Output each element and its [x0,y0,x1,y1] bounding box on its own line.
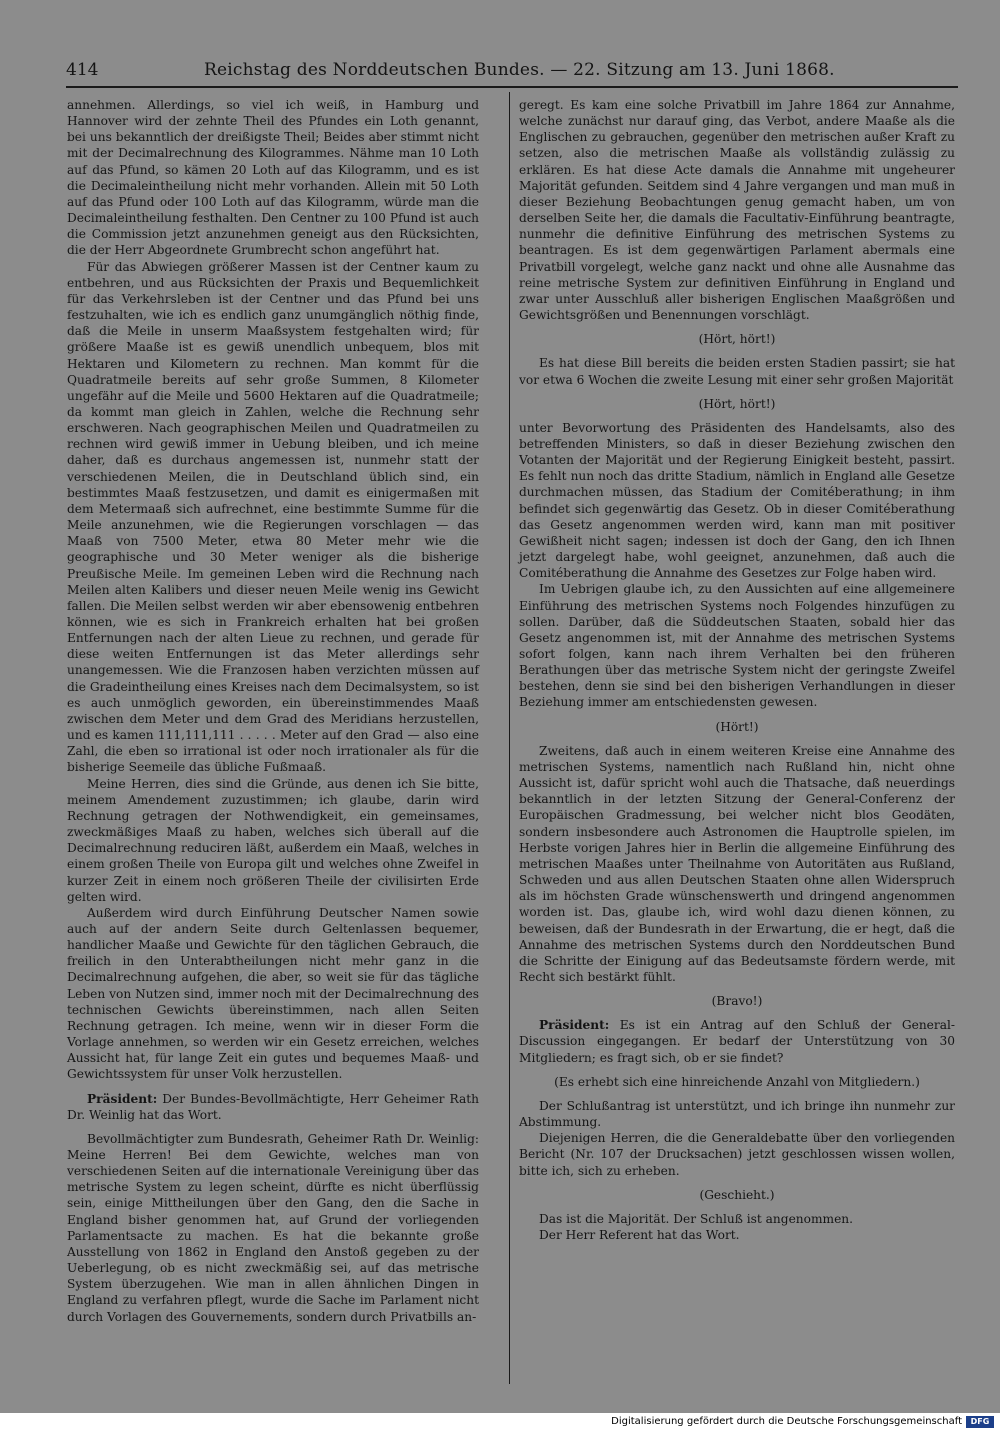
paragraph: geregt. Es kam eine solche Privatbill im Jahre 1864 zur Annahme, welche zunächst nur darauf ging, das Verbot, andere Maaße als die Englischen zu gebrauchen, gegenüber den metrischen außer Kraft zu setzen, also die metrischen Maaße als vollständig zulässig zu erklären. Es hat diese Acte damals die Annahme mit ungeheurer Majorität gefunden. Seitdem sind 4 Jahre vergangen und man muß in dieser Beziehung Beobachtungen genug gemacht haben, um von derselben Seite her, die damals die Facultativ-Einführung beantragte, nunmehr die definitive Einführung des metrischen Systems zu beantragen. Es ist dem gegenwärtigen Parlament abermals eine Privatbill vorgelegt, welche ganz nackt und ohne alle Ausnahme das reine metrische System zur definitiven Einführung in England und zwar unter Ausschluß aller bisherigen Englischen Maaßgrößen und Gewichtsgrößen und Benennungen vorschlägt. [519,98,955,323]
paragraph: unter Bevorwortung des Präsidenten des Handelsamts, also des betreffenden Ministers, so daß in dieser Beziehung zwischen den Votanten der Majorität und der Regierung Einigkeit besteht, passirt. Es fehlt nun noch das dritte Stadium, nämlich in England alle Gesetze durchmachen müssen, das Stadium der Comitéberathung; in ihm befindet sich gegenwärtig das Gesetz. Ob in dieser Comitéberathung das Gesetz angenommen werden wird, kann man mit positiver Gewißheit nicht sagen; indessen ist doch der Gang, den ich Ihnen jetzt dargelegt habe, wohl geeignet, anzunehmen, daß auch die Comitéberathung die Annahme des Gesetzes zur Folge haben wird. [519,420,955,581]
header-rule [66,86,958,88]
speaker-text: Es ist ein Antrag auf den Schluß der General-Discussion eingegangen. Er bedarf der Unterstützung von 30 Mitgliedern; es fragt sich, ob er sie findet? [519,1018,955,1065]
speaker-name: Präsident: [87,1091,158,1106]
interjection: (Es erhebt sich eine hinreichende Anzahl von Mitgliedern.) [554,1074,920,1089]
interjection: (Hört!) [715,719,759,734]
speaker-name: Präsident: [539,1018,610,1033]
interjection: (Geschieht.) [699,1187,775,1202]
paragraph: Der Herr Referent hat das Wort. [539,1228,740,1242]
speaker-paragraph [519,1017,955,1065]
paragraph: annehmen. Allerdings, so viel ich weiß, in Hamburg und Hannover wird der zehnte Theil des Pfundes ein Loth genannt, bei uns bekanntlich der dreißigste Theil; Beides aber stimmt nicht mit der Decimalrechnung des Kilogrammes. Nähme man 10 Loth auf das Pfund, so kämen 20 Loth auf das Kilogramm, und es ist die Decimaleintheilung nicht mehr vorhanden. Allein mit 50 Loth auf das Pfund oder 100 Loth auf das Kilogramm, würde man die Decimaleintheilung festhalten. Den Centner zu 100 Pfund ist auch die Commission jetzt anzunehmen geneigt aus den Rücksichten, die der Herr Abgeordnete Grumbrecht schon angeführt hat. [67,98,479,258]
speaker-paragraph [67,1131,479,1325]
paragraph: Meine Herren, dies sind die Gründe, aus denen ich Sie bitte, meinem Amendement zuzustimmen; ich glaube, darin wird Rechnung getragen der Nothwendigkeit, ein gemeinsames, zweckmäßiges Maaß zu haben, welches sich überall auf die Decimalrechnung reduciren läßt, außerdem ein Maaß, welches in einem großen Theile von Europa gilt und welches ohne Zweifel in kurzer Zeit in einem noch größeren Theile der civilisirten Erde gelten wird. [67,776,479,904]
right-column [519,97,955,1243]
interjection: (Hört, hört!) [698,396,776,411]
paragraph: Im Uebrigen glaube ich, zu den Aussichten auf eine allgemeinere Einführung des metrischen Systems noch Folgendes hinzufügen zu sollen. Darüber, daß die Süddeutschen Staaten, sobald hier das Gesetz angenommen ist, mit der Annahme des metrischen Systems sofort folgen, kann nach ihrem Verhalten bei den früheren Berathungen über das metrische System nicht der geringste Zweifel bestehen, denn sie sind bei den bisherigen Verhandlungen in dieser Beziehung immer am entschiedensten gewesen. [519,582,955,710]
page-number: 414 [66,60,99,80]
interjection: (Bravo!) [711,994,763,1009]
paragraph: Der Schlußantrag ist unterstützt, und ich bringe ihn nunmehr zur Abstimmung. [519,1098,955,1130]
paragraph: Diejenigen Herren, die die Generaldebatte über den vorliegenden Bericht (Nr. 107 der Drucksachen) jetzt geschlossen wissen wollen, bitte ich, sich zu erheben. [519,1131,955,1178]
interjection: (Hört, hört!) [698,332,776,347]
dfg-logo-icon: DFG [966,1416,994,1428]
column-divider [509,92,510,1384]
paragraph: Für das Abwiegen größerer Massen ist der Centner kaum zu entbehren, und aus Rücksichten der Praxis und Bequemlichkeit für das Verkehrsleben ist der Centner und das Pfund bei uns festzuhalten, wie ich es endlich ganz unumgänglich nöthig finde, daß die Meile in unserm Maaßsystem festgehalten wird; für größere Maaße ist es gewiß unendlich unbequem, blos mit Hektaren und Kilometern zu rechnen. Man kommt für die Quadratmeile bereits auf sehr große Summen, 8 Kilometer ungefähr auf die Meile und 5600 Hektaren auf die Quadratmeile; da kommt man gleich in Zahlen, welche die Rechnung sehr erschweren. Nach geographischen Meilen und Quadratmeilen zu rechnen wird gewiß immer in Uebung bleiben, und ich meine daher, daß es durchaus angemessen ist, nunmehr statt der verschiedenen Meilen, die in Deutschland üblich sind, ein bestimmtes Maaß festzusetzen, und damit es einigermaßen mit dem Metermaaß sich aufrechnet, eine bestimmte Summe für die Meile anzunehmen, wie die Regierungen vorschlagen — das Maaß von 7500 Meter, etwa 80 Meter mehr wie die geographische und 30 Meter weniger als die bisherige Preußische Meile. Im gemeinen Leben wird die Rechnung nach Meilen alten Kalibers und dieser neuen Meile wenig ins Gewicht fallen. Die Meilen selbst werden wir aber ebensowenig entbehren können, wie es sich in Frankreich erhalten hat bei großen Entfernungen nach der alten Lieue zu rechnen, und gerade für diese weiten Entfernungen ist das Meter allerdings sehr unangemessen. Wie die Franzosen haben verzichten müssen auf die Gradeintheilung eines Kreises nach dem Decimalsystem, so ist es auch unmöglich geworden, ein übereinstimmendes Maaß zwischen dem Meter und dem Grad des Meridians herzustellen, und es kamen 111,111,111 . . . . . Meter auf den Grad — also eine Zahl, die eben so irrational ist oder noch irrationaler als für die bisherige Seemeile das übliche Fußmaaß. [67,259,479,775]
speaker-paragraph [67,1091,479,1123]
funding-credit: Digitalisierung gefördert durch die Deutsche Forschungsgemeinschaft [611,1416,962,1427]
speaker-text: Bevollmächtigter zum Bundesrath, Geheimer Rath Dr. Weinlig: Meine Herren! Bei dem Gewichte, welches man von verschiedenen Seiten auf die internationale Vereinigung über das metrische System zu legen scheint, dürfte es nicht überflüssig sein, einige Mittheilungen über den Gang, den die Sache in England bisher genommen hat, auf Grund der vorliegenden Parlamentsacte zu machen. Es hat die bekannte große Ausstellung von 1862 in England den Anstoß gegeben zu der Ueberlegung, ob es nicht zweckmäßig sei, auf das metrische System überzugehen. Wie man in allen ähnlichen Dingen in England zu verfahren pflegt, wurde die Sache im Parlament nicht durch Vorlagen des Gouvernements, sondern durch Privatbills an- [67,1131,479,1324]
left-column [67,97,479,1325]
page-header [66,58,956,82]
running-head: Reichstag des Norddeutschen Bundes. — 22. Sitzung am 13. Juni 1868. [204,60,835,80]
paragraph: Außerdem wird durch Einführung Deutscher Namen sowie auch auf der andern Seite durch Geltenlassen bequemer, handlicher Maaße und Gewichte für den täglichen Gebrauch, die freilich in den Unterabtheilungen nicht mehr ganz in die Decimalrechnung aufgehen, die aber, so weit sie für das tägliche Leben von Nutzen sind, immer noch mit der Decimalrechnung des technischen Gewichts übereinstimmen, nach allen Seiten Rechnung getragen. Ich meine, wenn wir in dieser Form die Vorlage annehmen, so werden wir ein Gesetz erreichen, welches Aussicht hat, für lange Zeit ein gutes und bequemes Maaß- und Gewichtssystem für unser Volk herzustellen. [67,905,479,1082]
paragraph: Es hat diese Bill bereits die beiden ersten Stadien passirt; sie hat vor etwa 6 Wochen die zweite Lesung mit einer sehr großen Majorität [519,356,955,387]
speaker-text: Der Bundes-Bevollmächtigte, Herr Geheimer Rath Dr. Weinlig hat das Wort. [67,1091,479,1122]
paragraph: Zweitens, daß auch in einem weiteren Kreise eine Annahme des metrischen Systems, namentlich nach Rußland hin, nicht ohne Aussicht ist, dafür spricht wohl auch die Thatsache, daß neuerdings bekanntlich in der letzten Sitzung der General-Conferenz der Europäischen Gradmessung, bei welcher nicht blos Geodäten, sondern insbesondere auch Astronomen die Hauptrolle spielen, im Herbste vorigen Jahres hier in Berlin die allgemeine Einführung des metrischen Maaßes unter Theilnahme von Autoritäten aus Rußland, Schweden und aus allen Deutschen Staaten ohne allen Widerspruch als im höchsten Grade wünschenswerth und dringend angenommen worden ist. Das, glaube ich, wird wohl dazu dienen können, zu beweisen, daß der Bundesrath in der Erwartung, die er hegt, daß die Annahme des metrischen Systems durch den Norddeutschen Bund die Schritte der Einigung auf das Bedeutsamste fördern werde, mit Recht sich bestärkt fühlt. [519,743,955,984]
paragraph: Das ist die Majorität. Der Schluß ist angenommen. [539,1211,854,1226]
